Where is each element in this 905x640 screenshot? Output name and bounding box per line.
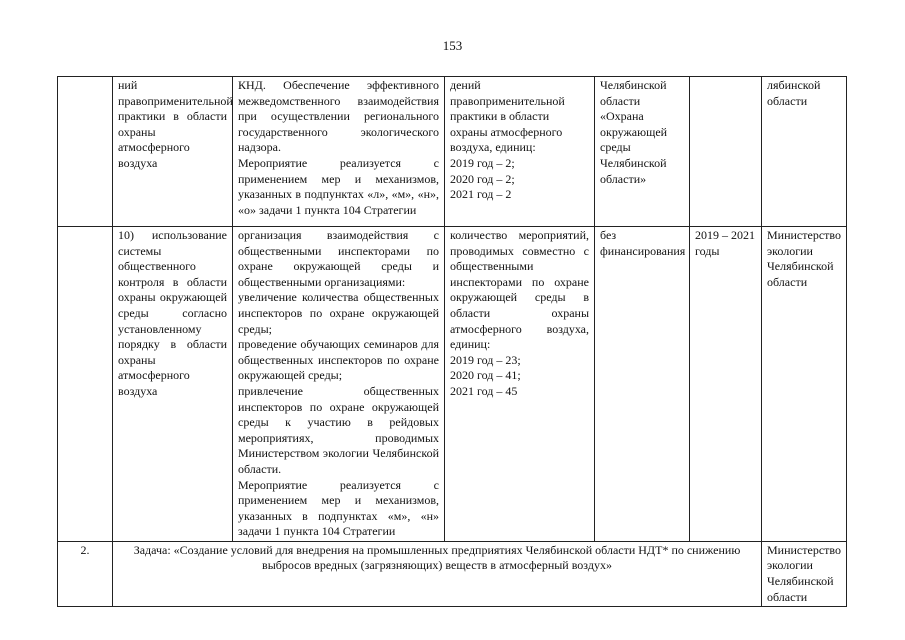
content-paragraph: Мероприятие реализуется с применением мер и механизмов, указанных в подпунктах «л», «м», «н», «о» задачи 1 пункта 104 Стратегии xyxy=(238,155,439,217)
indicator-text: дений правоприменительной практики в области охраны атмосферного воздуха, единиц: 2019 год – 2; 2020 год – 2; 2021 год – 2 xyxy=(450,78,565,202)
task-number-cell: 2. xyxy=(58,541,113,606)
content-paragraph: привлечение общественных инспекторов по охране окружающей среды к участию в рейдовых мероприятиях, проводимых Министерством экологии Челябинской области. xyxy=(238,383,439,476)
task-executor-cell: Министерство экологии Челябинской области xyxy=(762,541,847,606)
measures-table xyxy=(57,76,847,607)
task-text-cell: Задача: «Создание условий для внедрения на промышленных предприятиях Челябинской области НДТ* по снижению выбросов вредных (загрязняющих) веществ в атмосферный воздух» xyxy=(113,541,762,606)
executor-cell: Министерство экологии Челябинской области xyxy=(762,227,847,542)
task-row xyxy=(58,541,847,606)
page-number: 153 xyxy=(442,38,463,53)
financing-cell: Челябинской области «Охрана окружающей среды Челябинской области» xyxy=(595,77,690,227)
content-paragraph: КНД. Обеспечение эффективного межведомственного взаимодействия при осуществлении регионального государственного экологического надзора. xyxy=(238,78,439,155)
content-paragraph: увеличение количества общественных инспекторов по охране окружающей среды; xyxy=(238,290,439,336)
content-paragraph: Мероприятие реализуется с применением мер и механизмов, указанных в подпунктах «м», «н» задачи 1 пункта 104 Стратегии xyxy=(238,477,439,539)
table-row xyxy=(58,227,847,542)
measure-content-cell xyxy=(233,77,445,227)
measure-content-cell xyxy=(233,227,445,542)
indicator-cell xyxy=(445,77,595,227)
row-number-cell xyxy=(58,227,113,542)
period-cell: 2019 – 2021 годы xyxy=(690,227,762,542)
indicator-text: количество мероприятий, проводимых совместно с общественными инспекторами по охране окружающей среды в области охраны атмосферного воздуха, единиц: 2019 год – 23; 2020 год – 41; 2021 год – 45 xyxy=(450,228,589,398)
indicator-cell xyxy=(445,227,595,542)
content-paragraph: организация взаимодействия с общественными инспекторами по охране окружающей среды и общественными организациями: xyxy=(238,228,439,289)
measure-name-cell: 10) использование системы общественного контроля в области охраны окружающей среды согласно установленному порядку в области охраны атмосферного воздуха xyxy=(113,227,233,542)
executor-cell: лябинской области xyxy=(762,77,847,227)
financing-cell: без финансирования xyxy=(595,227,690,542)
row-number-cell xyxy=(58,77,113,227)
period-cell xyxy=(690,77,762,227)
measure-name-cell: ний правоприменительной практики в области охраны атмосферного воздуха xyxy=(113,77,233,227)
table-row xyxy=(58,77,847,227)
content-paragraph: проведение обучающих семинаров для общественных инспекторов по охране окружающей среды; xyxy=(238,337,439,383)
